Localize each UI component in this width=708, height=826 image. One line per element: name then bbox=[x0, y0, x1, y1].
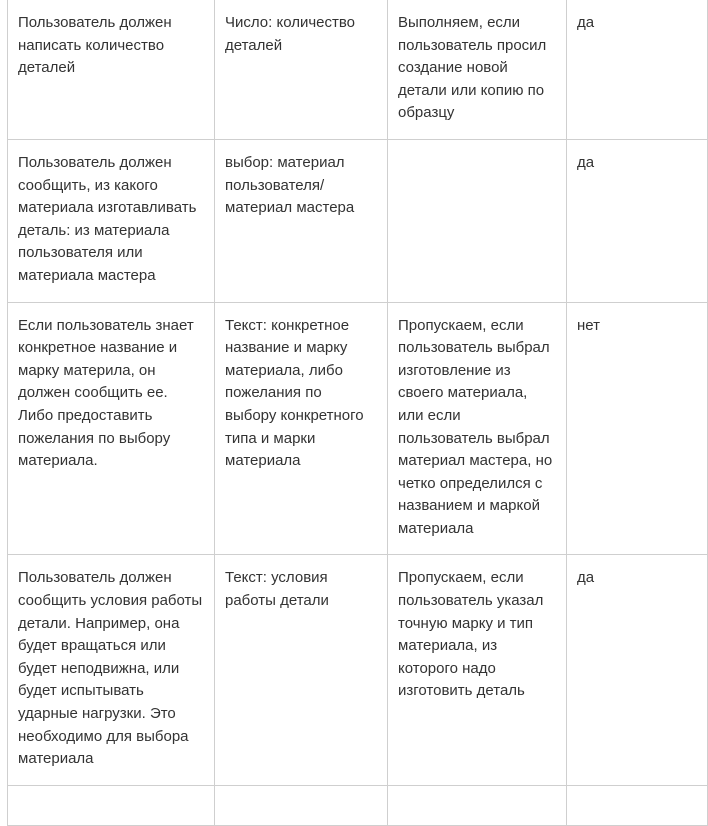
cell-input-type: Число: количество деталей bbox=[215, 0, 388, 139]
cell-input-type: Текст: конкретное название и марку материала, либо пожелания по выбору конкретного типа и марки материала bbox=[215, 302, 388, 555]
cell-condition bbox=[388, 139, 567, 302]
cell-input-type: Текст: условия работы детали bbox=[215, 555, 388, 785]
cell-description: Если пользователь знает конкретное название и марку материла, он должен сообщить ее. Либо предоставить пожелания по выбору материала. bbox=[8, 302, 215, 555]
cell-required bbox=[567, 785, 708, 825]
table-row bbox=[8, 139, 708, 302]
cell-input-type bbox=[215, 785, 388, 825]
cell-input-type: выбор: материал пользователя/ материал мастера bbox=[215, 139, 388, 302]
table-row bbox=[8, 0, 708, 139]
cell-condition: Пропускаем, если пользователь выбрал изготовление из своего материала, или если пользователь выбрал материал мастера, но четко определился с названием и маркой материала bbox=[388, 302, 567, 555]
cell-description: Пользователь должен сообщить, из какого материала изготавливать деталь: из материала пользователя или материала мастера bbox=[8, 139, 215, 302]
requirements-table bbox=[7, 0, 708, 826]
cell-description bbox=[8, 785, 215, 825]
cell-condition bbox=[388, 785, 567, 825]
requirements-table-container bbox=[7, 0, 700, 768]
cell-description: Пользователь должен сообщить условия работы детали. Например, она будет вращаться или будет неподвижна, или будет испытывать ударные нагрузки. Это необходимо для выбора материала bbox=[8, 555, 215, 785]
table-row bbox=[8, 555, 708, 785]
table-row-partial bbox=[8, 785, 708, 825]
cell-condition: Выполняем, если пользователь просил создание новой детали или копию по образцу bbox=[388, 0, 567, 139]
cell-required: да bbox=[567, 139, 708, 302]
table-row bbox=[8, 302, 708, 555]
cell-required: да bbox=[567, 555, 708, 785]
cell-required: нет bbox=[567, 302, 708, 555]
cell-required: да bbox=[567, 0, 708, 139]
cell-condition: Пропускаем, если пользователь указал точную марку и тип материала, из которого надо изготовить деталь bbox=[388, 555, 567, 785]
cell-description: Пользователь должен написать количество деталей bbox=[8, 0, 215, 139]
